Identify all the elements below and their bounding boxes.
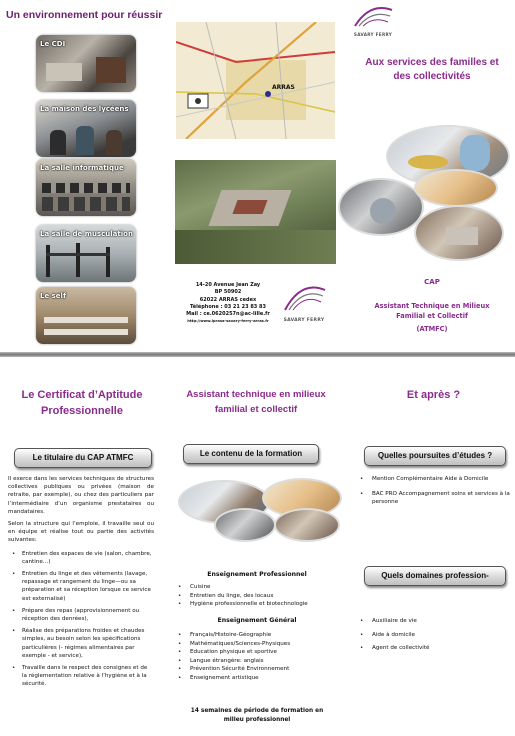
list-item: • Réalise des préparations froides et chaudes simples, au besoin selon les spécifications particulières (- régimes alimentaires par exemple - et service),	[8, 627, 154, 660]
aerial-photo	[175, 160, 336, 264]
studies-list	[356, 475, 511, 507]
tile-label: La maison des lycéens	[40, 105, 129, 113]
tile-self	[36, 287, 136, 344]
tile-label: La salle informatique	[40, 164, 124, 172]
gen-title: Enseignement Général	[217, 617, 297, 624]
titulaire-content	[8, 475, 154, 693]
formation-footer: 14 semaines de période de formation en milieu professionnel	[190, 708, 324, 723]
tile-label: La salle de musculation	[40, 230, 133, 238]
address-line: BP 50902	[214, 289, 242, 296]
intro-paragraph: Il exerce dans les services techniques de structures collectives publiques ou privées (maison de retraite, par exemple), ou chez des particuliers par l’intermédiaire d’un organisme prestataires ou mandataires.	[8, 476, 154, 515]
intro-paragraph-2: Selon la structure qui l’emploie, il travaille seul ou en équipe et réalise tout ou partie des activités suivantes:	[8, 521, 154, 544]
formation-title: Assistant technique en milieux familial et collectif	[186, 389, 326, 415]
photo-room	[414, 205, 504, 261]
list-item: • Français/Histoire-Géographie	[174, 631, 344, 640]
logo-graphic	[281, 284, 327, 314]
list-item: • Enseignement artistique	[174, 674, 344, 683]
email-line: Mail : ce.0620257n@ac-lille.fr	[186, 311, 270, 318]
map-roads	[176, 22, 335, 139]
city-map	[176, 22, 335, 139]
logo-graphic	[352, 6, 394, 28]
domains-list	[356, 617, 511, 653]
services-title: Aux services des familles et des collectivités	[365, 57, 499, 82]
activities-list	[8, 550, 154, 689]
cap-name: Assistant Technique en Milieux Familial et Collectif	[374, 302, 490, 320]
list-item: • Aide à domicile	[356, 631, 511, 640]
top-panel	[0, 0, 515, 340]
pro-list	[174, 583, 344, 609]
logo-text: SAVARY FERRY	[283, 318, 325, 323]
domaines-box: Quels domaines profession-	[364, 566, 506, 586]
list-item: • Mathématiques/Sciences-Physiques	[174, 640, 344, 649]
col-apres	[352, 362, 515, 732]
pro-title: Enseignement Professionnel	[207, 571, 307, 578]
list-item: • Prévention Sécurité Environnement	[174, 665, 344, 674]
environment-title: Un environnement pour réussir	[6, 9, 163, 21]
col-certificat	[0, 362, 165, 732]
certificat-title: Le Certificat d’Aptitude Professionnelle	[21, 389, 143, 417]
poursuites-box: Quelles poursuites d’études ?	[364, 446, 506, 466]
cap-label: CAP	[424, 278, 440, 286]
map-city-label: ARRAS	[272, 84, 295, 91]
titulaire-box: Le titulaire du CAP ATMFC	[14, 448, 152, 468]
cap-code: (ATMFC)	[416, 325, 448, 333]
website-link[interactable]: http://www.lprasa-savary-ferry-arras.fr	[187, 319, 269, 324]
photo-cooking-small	[214, 508, 276, 542]
photo-dish	[414, 169, 498, 207]
list-item: • Mention Complémentaire Aide à Domicile	[356, 475, 511, 484]
school-logo-bottom	[281, 284, 327, 326]
formation-photos	[178, 470, 342, 542]
contenu-box: Le contenu de la formation	[183, 444, 319, 464]
list-item: • Auxiliaire de vie	[356, 617, 511, 626]
list-item: • Langue étrangère: anglais	[174, 657, 344, 666]
photo-room-small	[274, 508, 340, 542]
col-formation	[170, 362, 348, 732]
tile-salle-informatique	[36, 159, 136, 216]
list-item: • Hygiène professionnelle et biotechnologie	[174, 600, 344, 609]
list-item: • Agent de collectivité	[356, 644, 511, 653]
school-logo-top	[352, 6, 394, 36]
photo-cooking	[338, 178, 424, 236]
list-item: • Prépare des repas (approvisionnement ou réception des denrées),	[8, 607, 154, 623]
list-item: • Education physique et sportive	[174, 648, 344, 657]
list-item: • BAC PRO Accompagnement soins et services à la personne	[356, 490, 511, 507]
logo-text: SAVARY FERRY	[353, 32, 393, 37]
address-line: 14-20 Avenue Jean Zay	[195, 282, 261, 288]
tile-label: Le self	[40, 292, 67, 300]
tile-maison-lyceens	[36, 100, 136, 157]
list-item: • Entretien du linge et des vêtements (lavage, repassage et rangement du linge—ou sa préparation et sa réception lorsque ce service est externalisé)	[8, 570, 154, 603]
address-block	[185, 282, 271, 326]
list-item: • Entretien des espaces de vie (salon, chambre, cantine…)	[8, 550, 154, 566]
address-line: 62022 ARRAS cedex	[199, 296, 257, 303]
tile-label: Le CDI	[40, 40, 66, 48]
gen-list	[174, 631, 344, 682]
fold-divider	[0, 352, 515, 357]
list-item: • Travaille dans le respect des consignes et de la réglementation relative à l’hygiène et à la sécurité.	[8, 664, 154, 689]
list-item: • Entretien du linge, des locaux	[174, 592, 344, 601]
tile-cdi	[36, 35, 136, 92]
list-item: • Cuisine	[174, 583, 344, 592]
service-photos	[338, 125, 515, 265]
tile-salle-musculation	[36, 225, 136, 282]
phone-line: Téléphone : 03 21 23 83 83	[189, 303, 266, 310]
apres-title: Et après ?	[406, 389, 461, 401]
